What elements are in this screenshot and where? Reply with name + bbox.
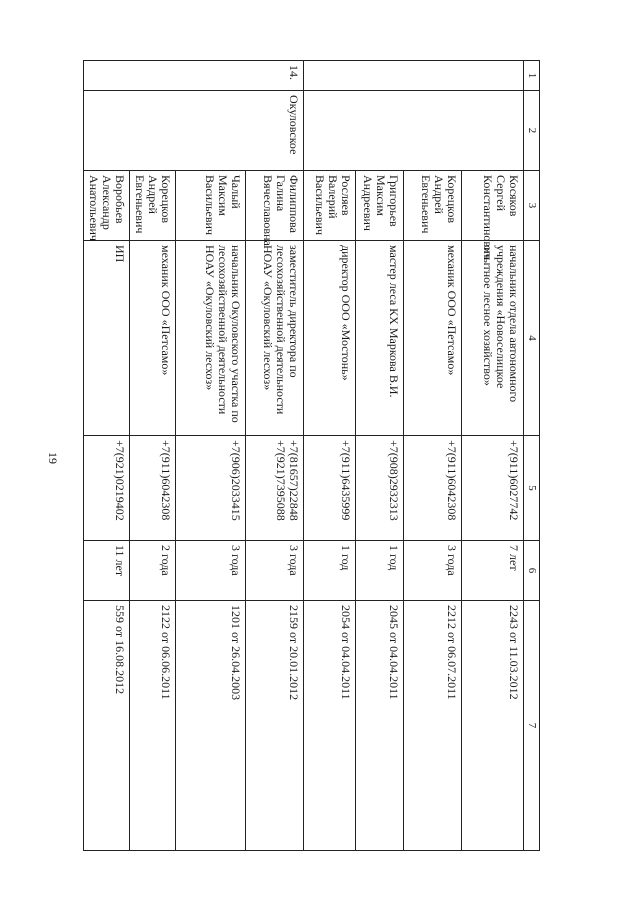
cell-registration: 2122 от 06.06.2011 xyxy=(130,601,176,851)
cell-position: директор ООО «Мостонь» xyxy=(304,241,356,436)
header-col-1: 1 xyxy=(524,61,540,91)
cell-name: Григорьев Максим Андреевич xyxy=(356,171,404,241)
cell-position: заместитель директора по лесохозяйственной деятельности НОАУ «Окуловский лесхоз» xyxy=(246,241,304,436)
cell-experience: 1 год xyxy=(356,541,404,601)
cell-name: Филиппова Галина Вячеславовна xyxy=(246,171,304,241)
cell-phone: +7(911)6027742 xyxy=(462,436,524,541)
table-row xyxy=(246,61,304,851)
cell-position: механик ООО «Петсамо» xyxy=(404,241,462,436)
page-number: 19 xyxy=(46,452,60,464)
cell-number-empty xyxy=(304,61,524,91)
specialists-table xyxy=(83,60,540,851)
cell-phone: +7(911)6042308 xyxy=(130,436,176,541)
header-col-4: 4 xyxy=(524,241,540,436)
cell-phone: +7(81657)22848 +7(921)7395088 xyxy=(246,436,304,541)
table-row xyxy=(356,61,404,851)
cell-position: ИП xyxy=(84,241,130,436)
cell-registration: 2054 от 04.04.2011 xyxy=(304,601,356,851)
cell-experience: 11 лет xyxy=(84,541,130,601)
cell-position: механик ООО «Петсамо» xyxy=(130,241,176,436)
cell-name: Росляев Валерий Васильевич xyxy=(304,171,356,241)
header-col-7: 7 xyxy=(524,601,540,851)
header-col-6: 6 xyxy=(524,541,540,601)
cell-district: Окуловское xyxy=(84,91,304,171)
table-row xyxy=(304,61,356,851)
table-row xyxy=(176,61,246,851)
cell-name: Косяков Сергей Константинович xyxy=(462,171,524,241)
table-row xyxy=(130,61,176,851)
cell-experience: 3 года xyxy=(246,541,304,601)
header-row xyxy=(524,61,540,851)
cell-phone: +7(921)0219402 xyxy=(84,436,130,541)
cell-name: Чалый Максим Васильевич xyxy=(176,171,246,241)
cell-name: Воробьев Александр Анатольевич xyxy=(84,171,130,241)
cell-registration: 1201 от 26.04.2003 xyxy=(176,601,246,851)
cell-phone: +7(911)6435999 xyxy=(304,436,356,541)
cell-registration: 2212 от 06.07.2011 xyxy=(404,601,462,851)
cell-position: начальник отдела автономного учреждения «Новоселицкое опытное лесное хозяйство» xyxy=(462,241,524,436)
cell-experience: 7 лет xyxy=(462,541,524,601)
cell-phone: +7(906)2033415 xyxy=(176,436,246,541)
cell-registration: 2045 от 04.04.2011 xyxy=(356,601,404,851)
cell-phone: +7(911)6042308 xyxy=(404,436,462,541)
cell-name: Корецков Андрей Евгеньевич xyxy=(404,171,462,241)
cell-name: Корецков Андрей Евгеньевич xyxy=(130,171,176,241)
cell-experience: 3 года xyxy=(176,541,246,601)
rotated-table-container xyxy=(87,60,540,850)
cell-position: мастер леса КХ Маркова В.И. xyxy=(356,241,404,436)
cell-registration: 2159 от 20.01.2012 xyxy=(246,601,304,851)
header-col-2: 2 xyxy=(524,91,540,171)
cell-experience: 2 года xyxy=(130,541,176,601)
table-row xyxy=(84,61,130,851)
table-row xyxy=(462,61,524,851)
header-col-5: 5 xyxy=(524,436,540,541)
cell-number: 14. xyxy=(84,61,304,91)
table-row xyxy=(404,61,462,851)
cell-district-empty xyxy=(304,91,524,171)
cell-phone: +7(908)2932313 xyxy=(356,436,404,541)
cell-position: начальник Окуловского участка по лесохозяйственной деятельности НОАУ «Окуловский лесхоз» xyxy=(176,241,246,436)
cell-experience: 3 года xyxy=(404,541,462,601)
cell-registration: 2243 от 11.03.2012 xyxy=(462,601,524,851)
cell-registration: 559 от 16.08.2012 xyxy=(84,601,130,851)
header-col-3: 3 xyxy=(524,171,540,241)
cell-experience: 1 год xyxy=(304,541,356,601)
